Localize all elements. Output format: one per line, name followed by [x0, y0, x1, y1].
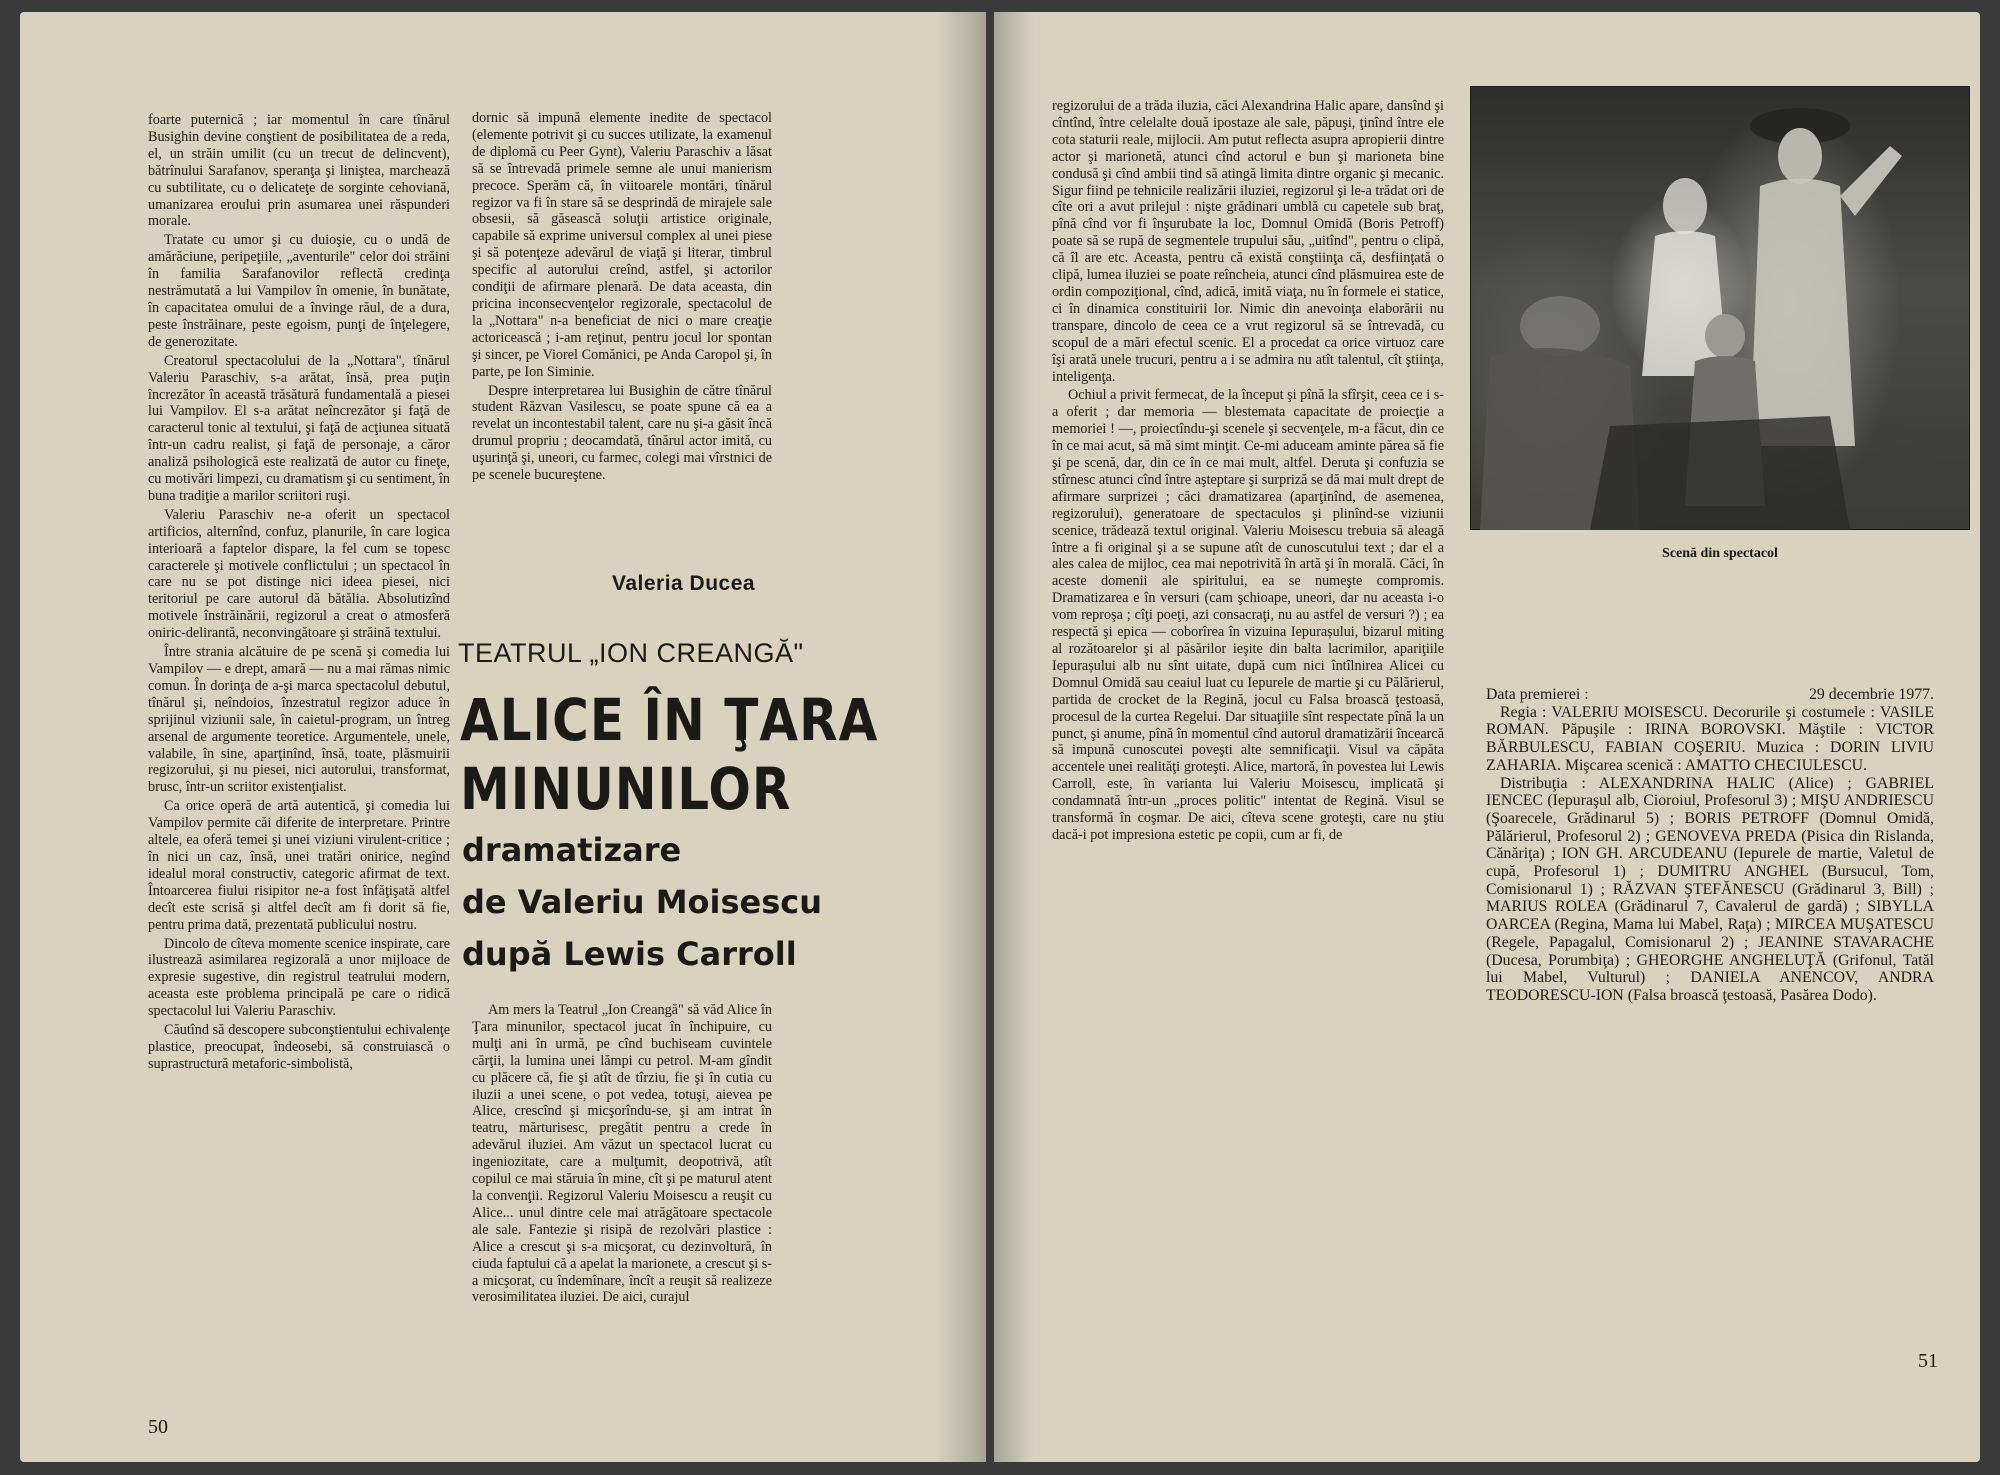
- left-page: [20, 12, 986, 1462]
- paragraph: Valeriu Paraschiv ne-a oferit un spectacol artificios, alternînd, confuz, planurile, în care logica interioară a faptelor dispare, la fel cum se topesc caracterele şi motivele conflictului ; un spectacol în care nu se pot distinge nici ideea piesei, nici teritoriul pe care autorul dă bătălia. Absolutizînd motivele înstrăinării, regizorul a creat o atmosferă oniric-delirantă, neconvingătoare şi străină textului.: [148, 506, 450, 642]
- left-column-1: [148, 112, 450, 1352]
- right-column-1: [1052, 98, 1444, 1358]
- subtitle-line-2: de Valeriu Moisescu: [462, 883, 823, 921]
- paragraph: Creatorul spectacolului de la „Nottara", tînărul Valeriu Paraschiv, s-a arătat, însă, prea puţin încrezător în această trăsătură fundamentală a piesei lui Vampilov. El s-a arătat neîncrezător şi faţă de caracterul tonic al textului, şi faţă de acţiunea situată într-un cadru realist, şi faţă de personaje, a căror analiză psihologică este realizată de autor cu fineţe, cu motivări limpezi, cu dramatism şi cu sentiment, în buna tradiţie a marilor scriitori ruşi.: [148, 352, 450, 504]
- paragraph: Despre interpretarea lui Busighin de către tînărul student Răzvan Vasilescu, se poate spune că ea a revelat un incontestabil talent, care nu şi-a găsit încă drumul propriu ; deocamdată, tînărul actor imită, cu uşurinţă şi, uneori, cu farmec, colegi mai vîrstnici de pe scenele bucureştene.: [472, 382, 772, 484]
- subtitle-line-3: după Lewis Carroll: [462, 935, 797, 973]
- paragraph: Căutînd să descopere subconştientului echivalenţe plastice, preocupat, îndeosebi, să construiască o suprastructură metaforic-simbolistă,: [148, 1022, 450, 1072]
- author-signature: Valeria Ducea: [612, 572, 756, 595]
- article-title-line-2: MINUNILOR: [460, 756, 792, 823]
- stage-photo: [1470, 86, 1970, 530]
- subtitle-line-1: dramatizare: [462, 831, 682, 869]
- article-title: [460, 686, 878, 824]
- paragraph: Ca orice operă de artă autentică, şi comedia lui Vampilov permite căi diferite de interpretare. Printre altele, ea oferă temei şi unei viziuni virulent-critice ; în nici un caz, însă, unei tratări onirice, negînd idealul moral constructiv, categoric afirmat de text. Întoarcerea fiului risipitor ne-a fost înfăţişată altfel decît este scrisă şi altfel decît am fi dorit să fie, pentru prima dată, prezentată publicului nostru.: [148, 798, 450, 933]
- stage-scene-illustration: [1470, 86, 1970, 530]
- credits-box: [1486, 686, 1934, 1005]
- theatre-heading: TEATRUL „ION CREANGĂ": [458, 638, 804, 668]
- paragraph: Între strania alcătuire de pe scenă şi comedia lui Vampilov — e drept, amară — nu a mai rămas nimic comun. În dorinţa de a-şi marca spectacolul debutul, tînărul şi, neîndoios, înzestratul regizor aduce în sprijinul viziunii sale, în caietul-program, un întreg arsenal de argumente teoretice. Argumentele, unele, valabile, în sine, aparţinînd, însă, toate, plăsmuirii regizorului, şi nu piesei, nici autorului, transformat, brusc, într-un scriitor existenţialist.: [148, 644, 450, 796]
- left-column-2-bottom: [472, 1002, 772, 1382]
- left-column-2-top: [472, 110, 772, 572]
- production-credits: Regia : VALERIU MOISESCU. Decorurile şi costumele : VASILE ROMAN. Păpuşile : IRINA BOROVSKI. Măştile : VICTOR BĂRBULESCU, FABIAN COŞERIU. Muzica : DORIN LIVIU ZAHARIA. Mişcarea scenică : AMATTO CHECIULESCU.: [1486, 703, 1934, 774]
- paragraph: Ochiul a privit fermecat, de la început şi pînă la sfîrşit, ceea ce i s-a oferit ; dar memoria — blestemata capacitate de proiecţie a memoriei ! —, proiectîndu-şi scenele şi secvenţele, m-a făcut, din ce în ce mai acut, să mă simt minţit. Ce-mi aduceam aminte părea să fie şi pe scenă, dar, din ce în ce mai mult, altfel. Deruta şi confuzia se stîrnesc atunci cînd între aşteptare şi surpriză se dă mai mult drept de afirmare surprizei ; căci dramatizarea (aparţinînd, de asemenea, regizorului), generatoare de spectaculos şi plinînd-se viziunii scenice, trădează textul original. Valeriu Moisescu trebuia să aleagă între a fi original şi a se supune atît de cunoscutului text ; dar el a ales calea de mijloc, cea mai nepotrivită în artă şi în morală. Căci, în aceste domenii ale spiritului, ea se numeşte compromis. Dramatizarea e în versuri (cam şchioape, uneori, dar nu aceasta i-o vom reproşa ; cîţi poeţi, azi consacraţi, nu au astfel de versuri ?) ; ea respectă şi epica — coborîrea în vizuina Iepurașului, bizarul miting al rozătoarelor şi al păsărilor ieşite din balta lacrimilor, apariţiile Iepurașului alb nu sînt uitate, după cum nici întîlnirea Alicei cu Domnul Omidă sau ceaiul luat cu Iepurele de martie şi cu Pălărierul, partida de crocket de la Regină, jocul cu Falsa broască ţestoasă, procesul de la curtea Regelui. Dar situaţiile sînt respectate pînă la un punct, şi anume, pînă în momentul cînd autorul dramatizării încearcă să impună cunoscutei poveşti alte semnificaţii. Visul va căpăta accentele unei realităţi groteşti. Alice, martoră, în povestea lui Lewis Carroll, este, în varianta lui Valeriu Moisescu, implicată şi condamnată într-un „proces politic" intentat de Regină. Visul se transformă în coşmar. De aici, cîteva scene groteşti, care nu ştiu dacă-i pot impresiona estetic pe copii, cum ar fi, de: [1052, 387, 1444, 843]
- photo-caption: Scenă din spectacol: [1662, 546, 1778, 561]
- article-subtitle: [462, 824, 822, 980]
- page-number-right: 51: [1918, 1350, 1938, 1372]
- paragraph: regizorului de a trăda iluzia, căci Alexandrina Halic apare, dansînd şi cîntînd, între celelalte două ipostaze ale sale, păpuşi, ţinînd între ele cota staturii reale, mijlocii. Am putut reflecta asupra apropierii dintre actor şi marionetă, atunci cînd actorul e bun şi marioneta bine condusă şi cînd ambii tind să atingă limita dintre organic şi mecanic. Sigur fiind pe tehnicile realizării iluziei, regizorul şi le-a trădat ori de cîte ori a avut prilejul : nişte grădinari umblă cu capetele sub braţ, pînă cînd vor fi înşurubate la loc, Domnul Omidă (Boris Petroff) poate să se rupă de segmentele trupului său, „uitînd", pentru o clipă, că îl are etc. Aceasta, pentru că există conştiinţa că, desfiinţată o clipă, lumea iluziei se poate reîncheia, atunci cînd plăsmuirea este de ordin compoziţional, cînd, adică, imită viaţa, nu în formele ei statice, ci în dinamica constituirii lor. Nimic din anevoinţa elaborării nu transpare, dincolo de ceea ce a vrut regizorul să se întrevadă, cu scopul de a mări efectul scenic. El a procedat ca orice virtuoz care îşi arată unele trucuri, pentru a i se admira nu atît talentul, cît ştiinţa, inteligenţa.: [1052, 98, 1444, 385]
- premiere-row: [1486, 686, 1934, 704]
- paragraph: foarte puternică ; iar momentul în care tînărul Busighin devine conştient de posibilitatea de a reda, el, un străin umilit (cu un trecut de delincvent), bătrînului Sarafanov, speranţa şi liniştea, marchează cu subtilitate, cu o delicateţe de sorginte cehoviană, umanizarea eroului prin asumarea unei răspunderi morale.: [148, 112, 450, 230]
- paragraph: Am mers la Teatrul „Ion Creangă" să văd Alice în Ţara minunilor, spectacol jucat în închipuire, cu mulţi ani în urmă, pe cînd buchiseam cuvintele cărţii, la lumina unei lămpi cu petrol. M-am gîndit cu plăcere că, fie şi atît de tîrziu, fie şi în cutia cu iluzii a unei scene, o pot vedea, totuşi, aievea pe Alice, crescînd şi micşorîndu-se, şi am intrat în teatru, mărturisesc, pregătit pentru a crede în adevărul iluziei. Am văzut un spectacol lucrat cu ingeniozitate, care a mulţumit, deopotrivă, atît copilul ce mai stăruia în mine, cît şi pe maturul atent la convenţii. Regizorul Valeriu Moisescu a reuşit cu Alice... unul dintre cele mai atrăgătoare spectacole ale sale. Fantezie şi risipă de rezolvări plastice : Alice a crescut şi s-a micşorat, cu dezinvoltură, în ciuda faptului că a apelat la marionete, a crescut şi s-a micşorat, cu îndemînare, încît a reuşit să realizeze verosimilitatea iluziei. De aici, curajul: [472, 1002, 772, 1306]
- paragraph: Dincolo de cîteva momente scenice inspirate, care ilustrează asimilarea regizorală a unor mijloace de expresie sugestive, din registrul teatrului modern, aceasta este problema principală pe care o ridică spectacolul lui Valeriu Paraschiv.: [148, 935, 450, 1020]
- article-title-line-1: ALICE ÎN ŢARA: [460, 687, 879, 754]
- premiere-label: Data premierei :: [1486, 686, 1589, 703]
- premiere-date: 29 decembrie 1977.: [1808, 686, 1934, 703]
- cast-list: Distribuţia : ALEXANDRINA HALIC (Alice) ; GABRIEL IENCEC (Iepuraşul alb, Cioroiul, Profesorul 3) ; MIŞU ANDRIESCU (Şoarecele, Grădinarul 5) ; BORIS PETROFF (Domnul Omidă, Pălărierul, Profesorul 2) ; GENOVEVA PREDA (Pisica din Rislanda, Cănăriţa) ; ION GH. ARCUDEANU (Iepurele de martie, Valetul de cupă, Profesorul 1) ; DUMITRU ANGHEL (Bursucul, Tom, Comisionarul 1) ; RĂZVAN ŞTEFĂNESCU (Grădinarul 3, Bill) ; MARIUS ROLEA (Grădinarul 7, Cavalerul de gardă) ; SIBYLLA OARCEA (Regina, Mama lui Mabel, Raţa) ; MIRCEA MUŞATESCU (Regele, Papagalul, Comisionarul 2) ; JEANINE STAVARACHE (Ducesa, Porumbiţa) ; GHEORGHE ANGHELUŢĂ (Grifonul, Tatăl lui Mabel, Vulturul) ; DANIELA ANENCOV, ANDRA TEODORESCU-ION (Falsa broască ţestoasă, Pasărea Dodo).: [1486, 774, 1934, 1004]
- paragraph: Tratate cu umor şi cu duioşie, cu o undă de amărăciune, peripeţiile, „aventurile" celor doi străini în familia Sarafanovilor reflectă credinţa nestrămutată a lui Vampilov în omenie, în bunătate, în capacitatea omului de a învinge răul, de a dura, peste înstrăinare, peste egoism, punţi de înţelegere, de generozitate.: [148, 232, 450, 350]
- page-number-left: 50: [148, 1416, 168, 1438]
- paragraph: dornic să impună elemente inedite de spectacol (elemente potrivit şi cu succes utilizate, la examenul de diplomă cu Peer Gynt), Valeriu Paraschiv a lăsat să se întrevadă primele semne ale unui manierism precoce. Sperăm că, în viitoarele montări, tînărul regizor va fi în stare să se desprindă de mirajele sale obsesii, să găsească soluţii artistice originale, capabile să exprime universul complex al unei piese şi să potenţeze adevărul de viaţă şi literar, timbrul specific al autorului creînd, astfel, şi actorilor condiţii de afirmare plenară. De data aceasta, din pricina inconsecvenţelor regizorale, spectacolul de la „Nottara" n-a beneficiat de nici o mare creaţie actoricească ; i-am reţinut, pentru jocul lor spontan şi sincer, pe Viorel Comănici, pe Anda Caropol şi, în parte, pe Ion Siminie.: [472, 110, 772, 380]
- right-page: [994, 12, 1980, 1462]
